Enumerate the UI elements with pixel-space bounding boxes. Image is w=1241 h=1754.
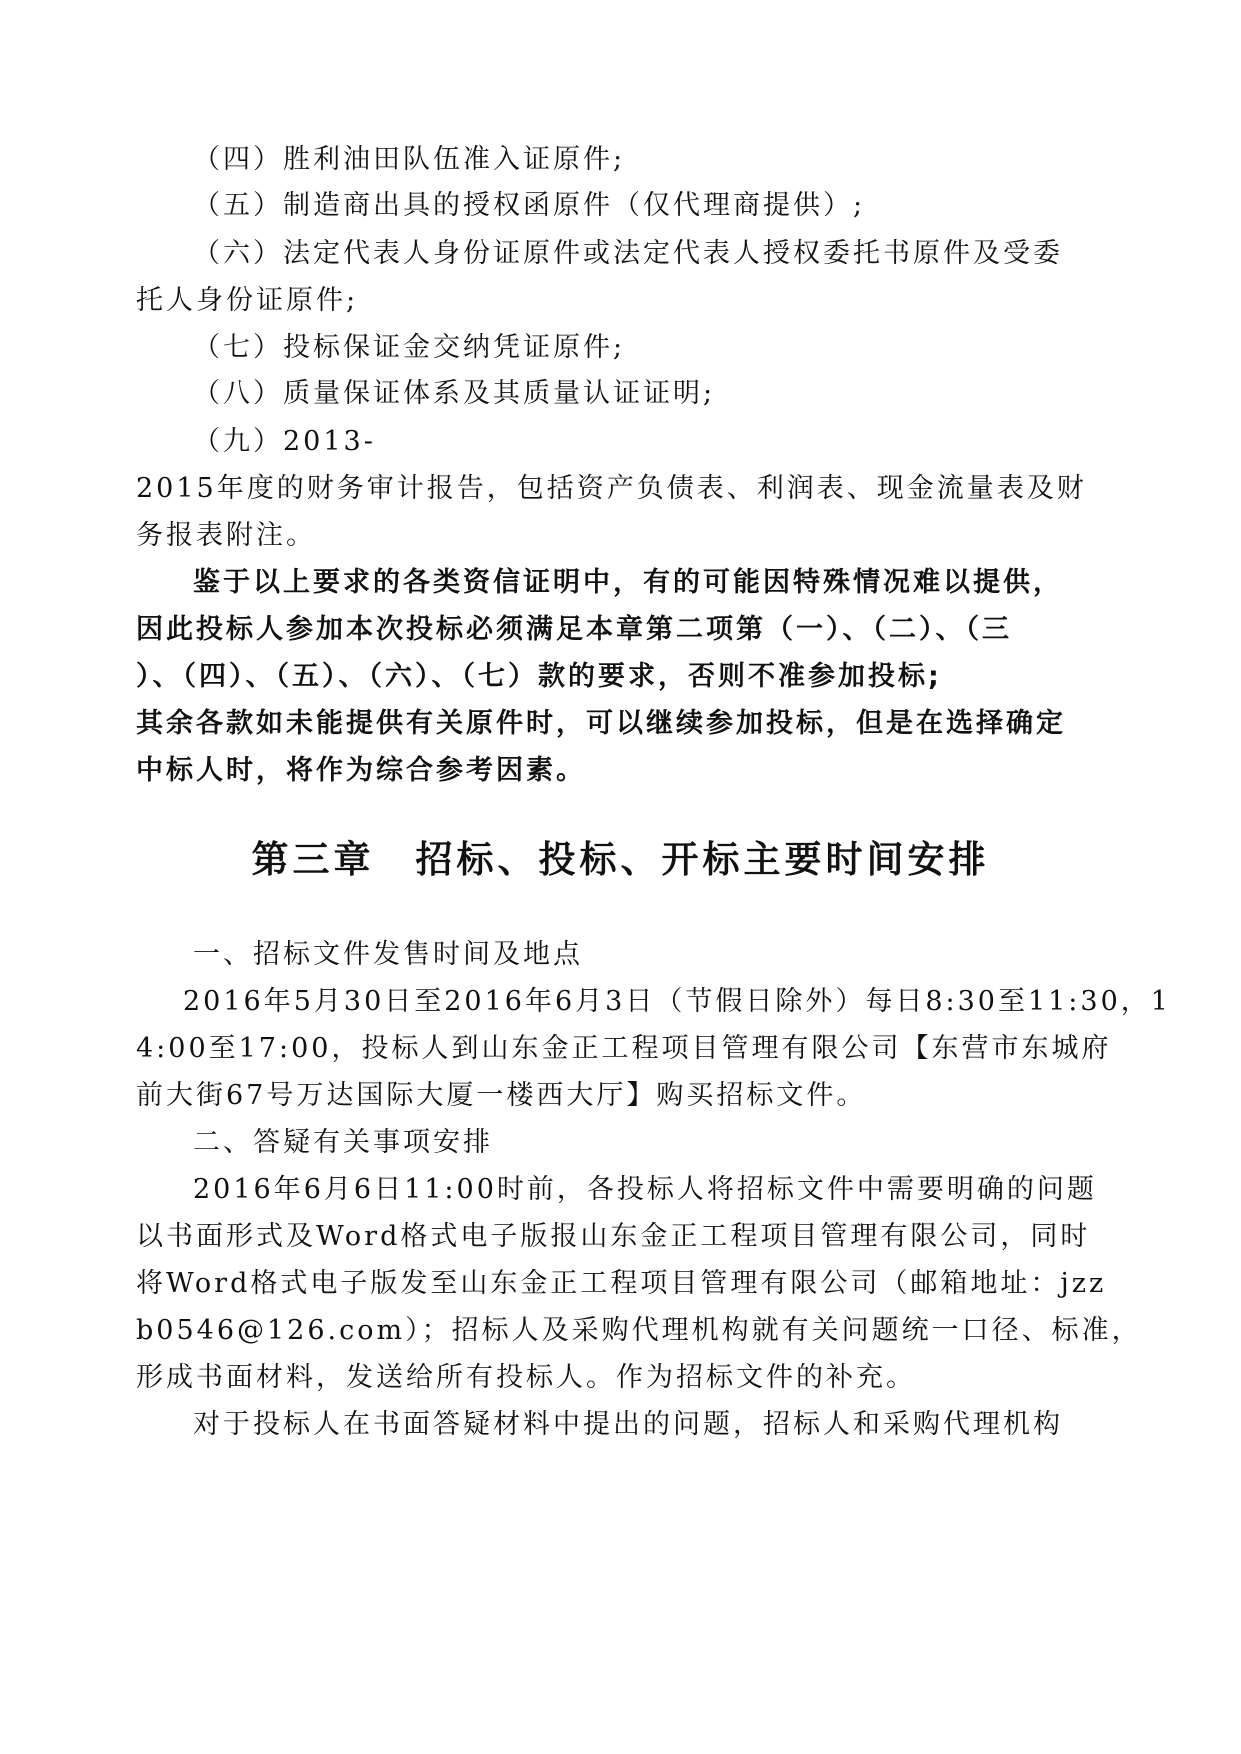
section-1-line: 2016年5月30日至2016年6月3日（节假日除外）每日8:30至11:30，1	[183, 986, 1171, 1017]
item-9-continued-2: 务报表附注。	[136, 520, 316, 551]
section-2-line: b0546@126.com）；招标人及采购代理机构就有关问题统一口径、标准，	[136, 1315, 1142, 1346]
section-2-line: 将Word格式电子版发至山东金正工程项目管理有限公司（邮箱地址：jzz	[136, 1268, 1107, 1299]
item-4: （四）胜利油田队伍准入证原件;	[193, 144, 626, 175]
section-1-heading: 一、招标文件发售时间及地点	[193, 939, 583, 970]
item-7: （七）投标保证金交纳凭证原件;	[193, 332, 626, 363]
bold-note-line-2: 因此投标人参加本次投标必须满足本章第二项第（一）、（二）、（三	[136, 614, 1012, 645]
bold-note-line-3: ）、（四）、（五）、（六）、（七）款的要求，否则不准参加投标;	[136, 661, 942, 692]
item-9-continued: 2015年度的财务审计报告，包括资产负债表、利润表、现金流量表及财	[136, 473, 1087, 504]
section-1-line: 前大街67号万达国际大厦一楼西大厅】购买招标文件。	[136, 1080, 867, 1111]
section-1-line: 4:00至17:00，投标人到山东金正工程项目管理有限公司【东营市东城府	[136, 1033, 1112, 1064]
section-2-line: 形成书面材料，发送给所有投标人。作为招标文件的补充。	[136, 1362, 916, 1393]
section-2-line: 以书面形式及Word格式电子版报山东金正工程项目管理有限公司，同时	[136, 1221, 1091, 1252]
section-2-line: 2016年6月6日11:00时前，各投标人将招标文件中需要明确的问题	[193, 1174, 1097, 1205]
item-9: （九）2013-	[193, 426, 376, 457]
bold-note-line-4: 其余各款如未能提供有关原件时，可以继续参加投标，但是在选择确定	[136, 708, 1066, 739]
bold-note-line-1: 鉴于以上要求的各类资信证明中，有的可能因特殊情况难以提供，	[193, 567, 1063, 598]
item-6: （六）法定代表人身份证原件或法定代表人授权委托书原件及受委	[193, 238, 1063, 269]
chapter-title: 第三章 招标、投标、开标主要时间安排	[251, 838, 990, 881]
section-2-line: 对于投标人在书面答疑材料中提出的问题，招标人和采购代理机构	[193, 1409, 1063, 1440]
item-8: （八）质量保证体系及其质量认证证明;	[193, 378, 716, 409]
item-6-continued: 托人身份证原件;	[136, 285, 359, 316]
bold-note-line-5: 中标人时，将作为综合参考因素。	[136, 755, 586, 786]
section-2-heading: 二、答疑有关事项安排	[193, 1127, 493, 1158]
item-5: （五）制造商出具的授权函原件（仅代理商提供）;	[193, 190, 866, 221]
